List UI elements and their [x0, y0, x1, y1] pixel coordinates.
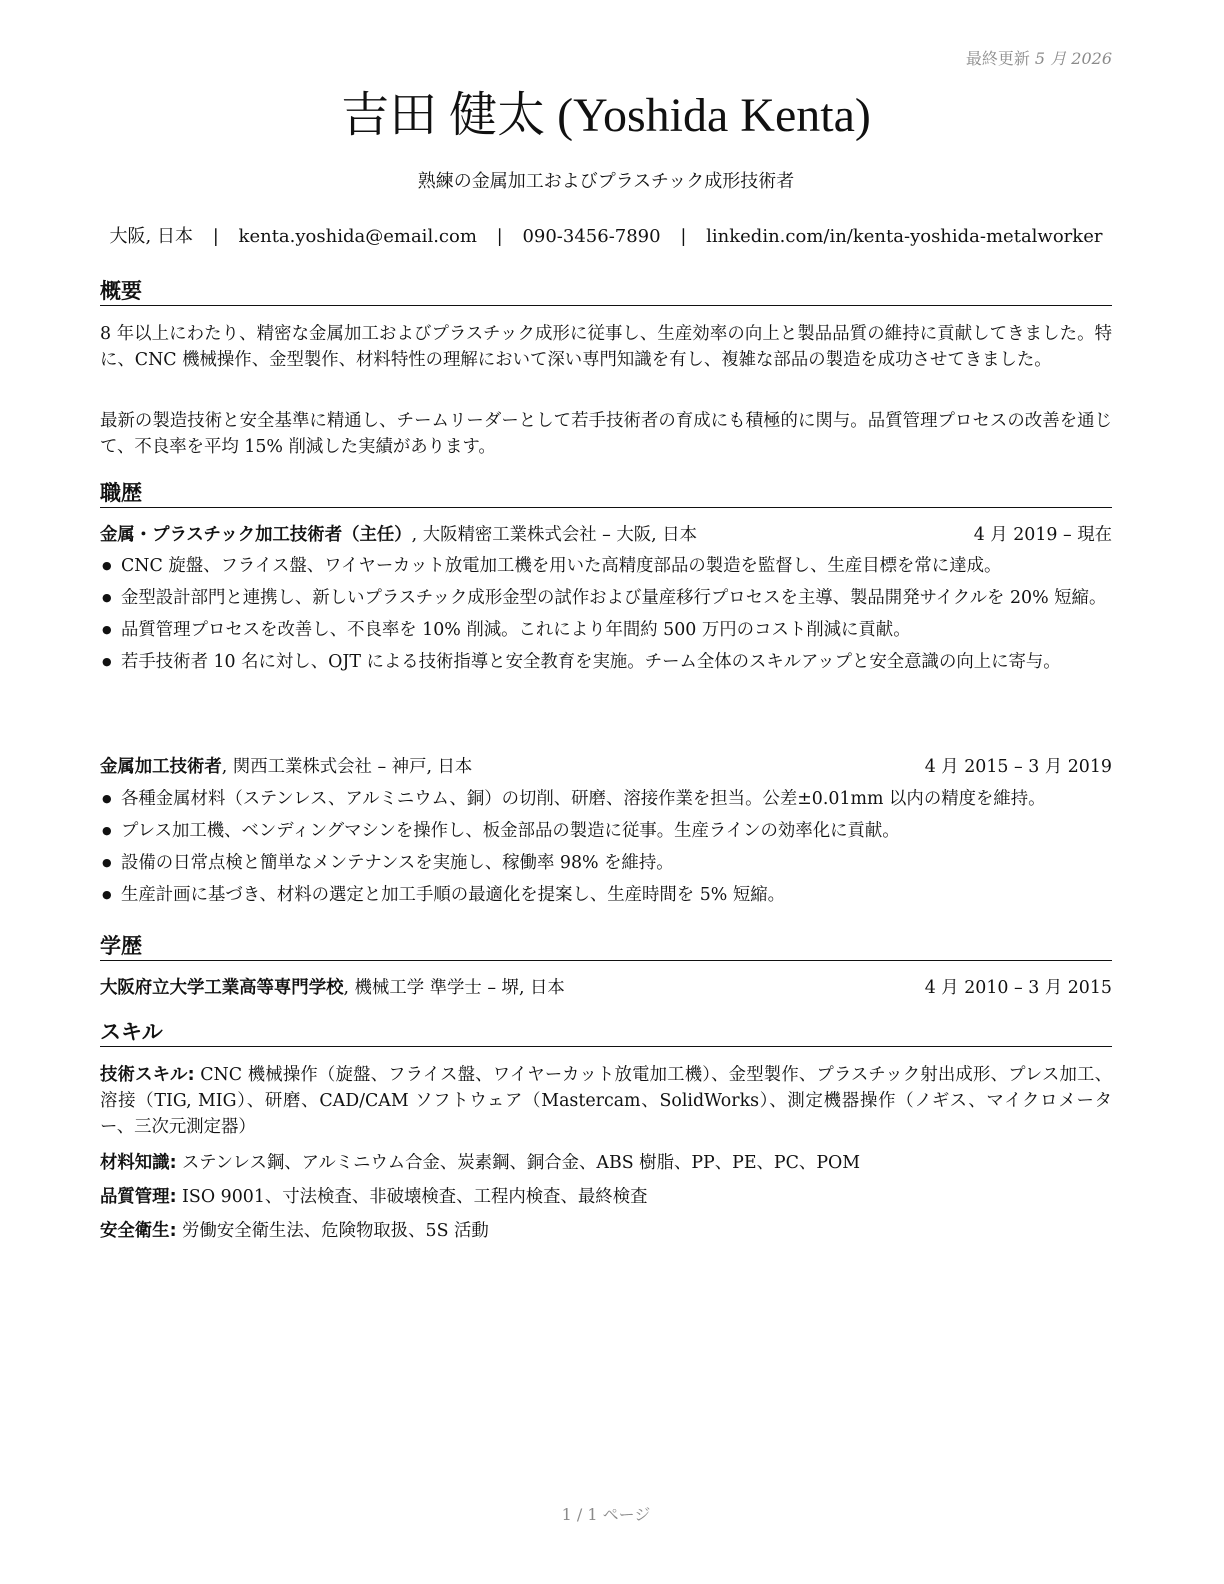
list-item: ● 若手技術者 10 名に対し、OJT による技術指導と安全教育を実施。チーム全体のスキルアップと安全意識の向上に寄与。: [100, 649, 1112, 675]
skill-label: 技術スキル:: [100, 1065, 195, 1085]
skill-text: ステンレス鋼、アルミニウム合金、炭素鋼、銅合金、ABS 樹脂、PP、PE、PC、POM: [176, 1153, 861, 1173]
candidate-name: 吉田 健太 (Yoshida Kenta): [341, 89, 871, 142]
skill-row: [100, 1150, 1112, 1176]
skill-label: 安全衛生:: [100, 1221, 177, 1241]
last-updated-date: 5 月 2026: [1034, 49, 1112, 68]
job-header: [100, 754, 1112, 780]
list-item: ● 金型設計部門と連携し、新しいプラスチック成形金型の試作および量産移行プロセスを主導、製品開発サイクルを 20% 短縮。: [100, 585, 1112, 611]
job-dates: 4 月 2015 – 3 月 2019: [924, 757, 1112, 777]
resume-page: [100, 0, 1112, 1584]
contact-phone[interactable]: 090-3456-7890: [522, 226, 661, 247]
contact-line: [100, 225, 1112, 249]
summary-paragraph: 最新の製造技術と安全基準に精通し、チームリーダーとして若手技術者の育成にも積極的に関与。品質管理プロセスの改善を通じて、不良率を平均 15% 削減した実績があります。: [100, 411, 1112, 457]
job-company: , 関西工業株式会社 – 神戸, 日本: [221, 757, 473, 777]
skill-text: 労働安全衛生法、危険物取扱、5S 活動: [176, 1221, 489, 1241]
education-entry: [100, 975, 1112, 1001]
education-detail: , 機械工学 準学士 – 堺, 日本: [343, 978, 565, 998]
contact-email[interactable]: kenta.yoshida@email.com: [238, 226, 477, 247]
contact-separator: |: [680, 226, 687, 247]
education-dates: 4 月 2010 – 3 月 2015: [924, 978, 1112, 998]
section-title-skills: スキル: [100, 1019, 1112, 1047]
job-header: [100, 522, 1112, 548]
list-item: ● CNC 旋盤、フライス盤、ワイヤーカット放電加工機を用いた高精度部品の製造を監督し、生産目標を常に達成。: [100, 553, 1112, 579]
skill-row: [100, 1184, 1112, 1210]
contact-location: 大阪, 日本: [109, 226, 193, 247]
section-title-experience: 職歴: [100, 480, 1112, 508]
skill-text: CNC 機械操作（旋盤、フライス盤、ワイヤーカット放電加工機）、金型製作、プラスチック射出成形、プレス加工、溶接（TIG, MIG）、研磨、CAD/CAM ソフトウェア（Mastercam、SolidWorks）、測定機器操作（ノギス、マイクロメーター、三次元測定器）: [100, 1065, 1112, 1137]
skill-row: [100, 1218, 1112, 1244]
section-title-summary: 概要: [100, 278, 1112, 306]
list-item: ● 各種金属材料（ステンレス、アルミニウム、銅）の切削、研磨、溶接作業を担当。公差±0.01mm 以内の精度を維持。: [100, 786, 1112, 812]
candidate-headline: 熟練の金属加工およびプラスチック成形技術者: [417, 171, 795, 192]
job-company: , 大阪精密工業株式会社 – 大阪, 日本: [411, 525, 697, 545]
last-updated: [966, 46, 1112, 69]
summary-paragraph: 8 年以上にわたり、精密な金属加工およびプラスチック成形に従事し、生産効率の向上と製品品質の維持に貢献してきました。特に、CNC 機械操作、金型製作、材料特性の理解において深い専門知識を有し、複雑な部品の製造を成功させてきました。: [100, 324, 1112, 370]
list-item: ● 品質管理プロセスを改善し、不良率を 10% 削減。これにより年間約 500 万円のコスト削減に貢献。: [100, 617, 1112, 643]
job-role: 金属・プラスチック加工技術者（主任）: [100, 525, 412, 545]
skill-label: 材料知識:: [100, 1153, 177, 1173]
job-dates: 4 月 2019 – 現在: [973, 525, 1112, 545]
job-role: 金属加工技術者: [100, 757, 222, 777]
list-item: ● 生産計画に基づき、材料の選定と加工手順の最適化を提案し、生産時間を 5% 短縮。: [100, 882, 1112, 908]
list-item: ● 設備の日常点検と簡単なメンテナンスを実施し、稼働率 98% を維持。: [100, 850, 1112, 876]
job-bullets: [100, 553, 1112, 681]
page-indicator: 1 / 1 ページ: [561, 1505, 651, 1524]
skill-row: [100, 1062, 1112, 1140]
school-name: 大阪府立大学工業高等専門学校: [100, 978, 344, 998]
section-title-education: 学歴: [100, 933, 1112, 961]
contact-linkedin[interactable]: linkedin.com/in/kenta-yoshida-metalworker: [706, 226, 1103, 247]
job-bullets: [100, 786, 1112, 914]
list-item: ● プレス加工機、ベンディングマシンを操作し、板金部品の製造に従事。生産ラインの効率化に貢献。: [100, 818, 1112, 844]
contact-separator: |: [212, 226, 219, 247]
last-updated-label: 最終更新: [965, 49, 1030, 68]
contact-separator: |: [496, 226, 503, 247]
skill-label: 品質管理:: [100, 1187, 177, 1207]
skill-text: ISO 9001、寸法検査、非破壊検査、工程内検査、最終検査: [176, 1187, 648, 1207]
